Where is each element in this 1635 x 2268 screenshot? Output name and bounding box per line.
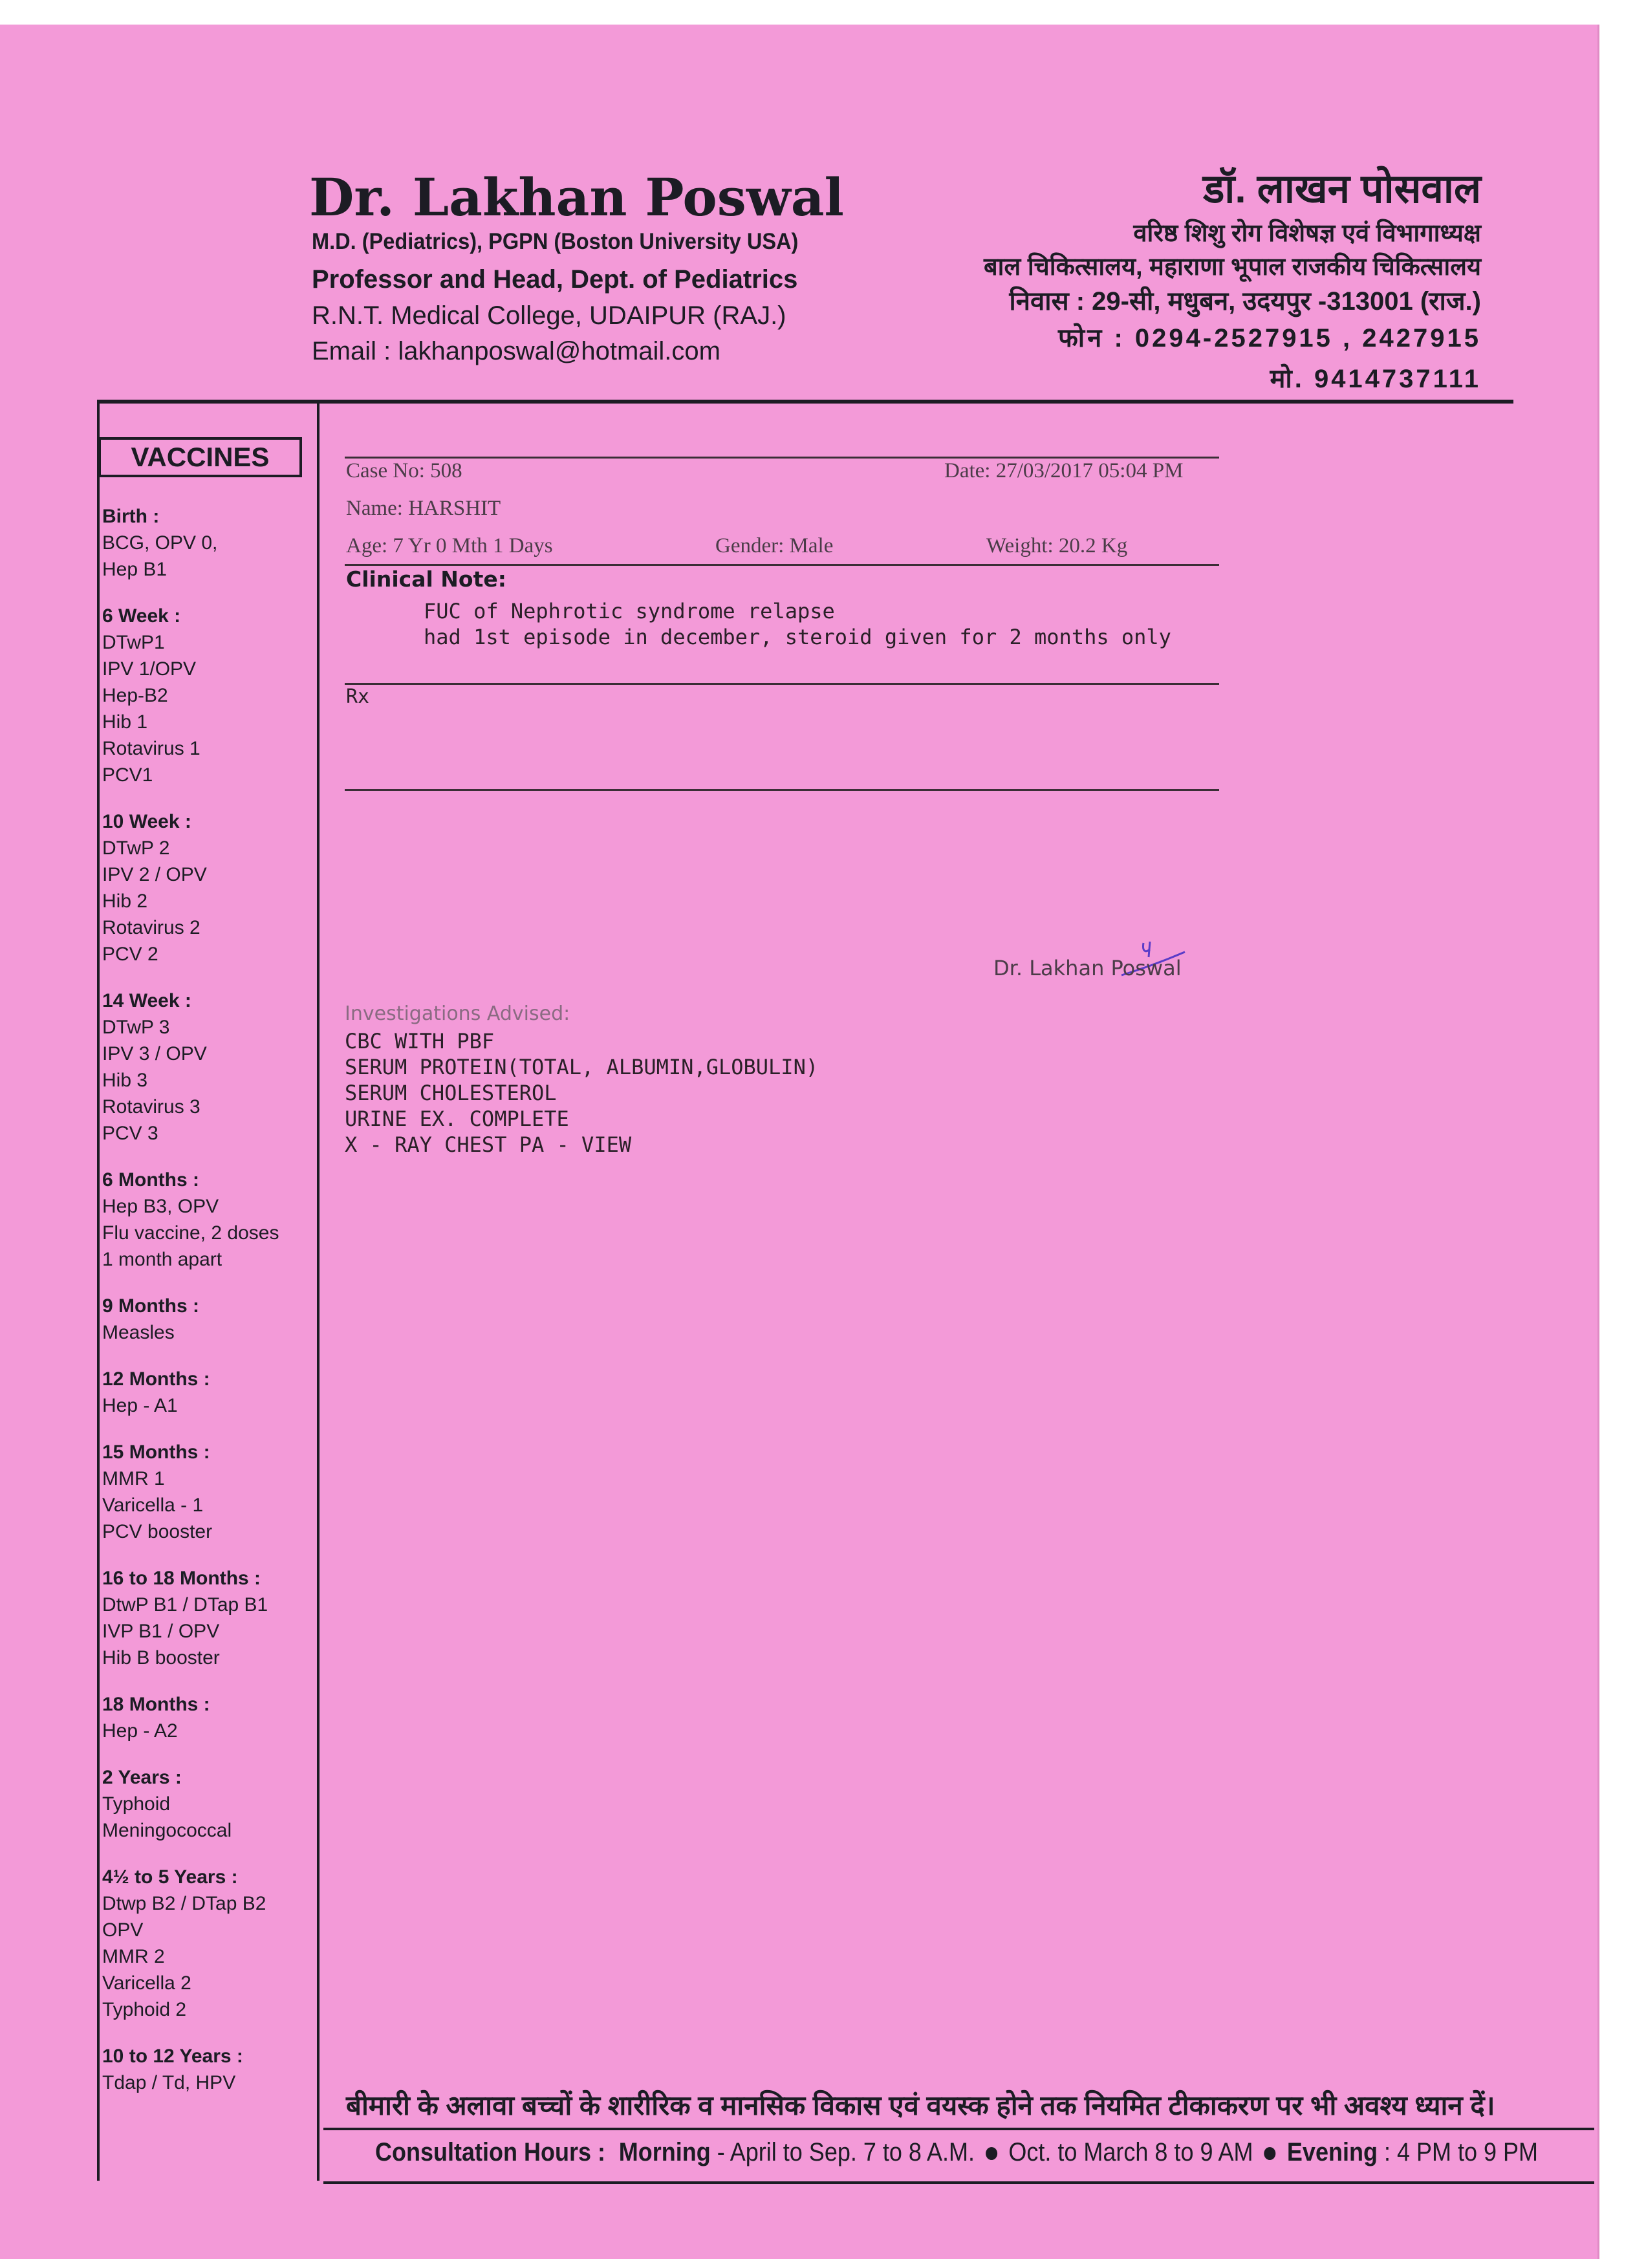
- investigation-item: SERUM PROTEIN(TOTAL, ALBUMIN,GLOBULIN): [345, 1055, 819, 1079]
- vaccine-item: Hib 1: [102, 711, 148, 733]
- vaccine-item: PCV 3: [102, 1123, 158, 1144]
- vaccine-item: Dtwp B2 / DTap B2: [102, 1893, 266, 1914]
- header-divider: [97, 400, 1513, 404]
- vaccine-age-heading: 14 Week :: [102, 990, 191, 1011]
- vaccine-item: Varicella - 1: [102, 1495, 204, 1516]
- patient-weight: Weight: 20.2 Kg: [986, 534, 1128, 557]
- vaccine-age-heading: 15 Months :: [102, 1442, 210, 1463]
- vaccine-item: Typhoid: [102, 1793, 171, 1815]
- rx-bottom-line: [345, 789, 1219, 791]
- vaccine-group: [102, 1565, 316, 1671]
- vaccine-item: Hib 2: [102, 891, 148, 912]
- vaccine-item: Varicella 2: [102, 1972, 191, 1994]
- vaccine-group: [102, 988, 316, 1147]
- vaccine-group: [102, 1439, 316, 1545]
- vaccine-schedule: [102, 503, 316, 2116]
- vaccine-age-heading: 6 Months :: [102, 1169, 199, 1191]
- evening-hours: : 4 PM to 9 PM: [1377, 2138, 1539, 2166]
- vaccine-item: Meningococcal: [102, 1820, 232, 1841]
- patient-name: Name: HARSHIT: [346, 497, 501, 520]
- vaccine-age-heading: 9 Months :: [102, 1295, 199, 1317]
- vaccine-age-heading: 10 Week :: [102, 811, 191, 832]
- vaccines-title: VACCINES: [98, 437, 302, 477]
- consultation-hours: [375, 2138, 1538, 2167]
- bullet-dot: [986, 2147, 997, 2160]
- hindi-phone: फोन : 0294-2527915 , 2427915: [1057, 324, 1481, 352]
- doctor-email: Email : lakhanposwal@hotmail.com: [312, 337, 720, 365]
- doctor-position: Professor and Head, Dept. of Pediatrics: [312, 265, 798, 294]
- vaccine-age-heading: Birth :: [102, 506, 160, 527]
- left-border: [97, 402, 100, 2181]
- evening-label: Evening: [1286, 2138, 1378, 2166]
- hindi-mobile: मो. 9414737111: [1270, 365, 1481, 393]
- vaccine-group: [102, 1167, 316, 1273]
- vaccine-item: Hib 3: [102, 1070, 148, 1091]
- investigation-item: X - RAY CHEST PA - VIEW: [345, 1132, 632, 1157]
- vaccine-item: IPV 1/OPV: [102, 658, 197, 680]
- investigations-label: Investigations Advised:: [345, 1002, 570, 1025]
- hindi-designation: वरिष्ठ शिशु रोग विशेषज्ञ एवं विभागाध्यक्ष: [1133, 220, 1481, 247]
- vaccine-item: Typhoid 2: [102, 1999, 187, 2020]
- vaccine-item: Hep B1: [102, 559, 168, 580]
- vaccine-item: Hep B3, OPV: [102, 1196, 219, 1217]
- vaccine-group: [102, 1366, 316, 1419]
- vaccine-group: [102, 603, 316, 788]
- vaccine-group: [102, 1764, 316, 1844]
- vaccine-item: Rotavirus 2: [102, 917, 200, 938]
- bullet-dot: [1264, 2147, 1276, 2160]
- doctor-name: Dr. Lakhan Poswal: [309, 167, 844, 228]
- vaccine-item: IVP B1 / OPV: [102, 1621, 220, 1642]
- case-top-line: [345, 457, 1219, 459]
- investigation-item: URINE EX. COMPLETE: [345, 1107, 569, 1131]
- investigation-item: SERUM CHOLESTEROL: [345, 1081, 557, 1105]
- case-date: Date: 27/03/2017 05:04 PM: [944, 459, 1184, 482]
- case-number: Case No: 508: [346, 459, 462, 482]
- vaccine-item: DTwP1: [102, 632, 165, 653]
- clinical-note-line: FUC of Nephrotic syndrome relapse: [424, 599, 835, 623]
- vaccine-item: Hib B booster: [102, 1647, 220, 1669]
- investigation-item: CBC WITH PBF: [345, 1029, 495, 1053]
- hindi-hospital: बाल चिकित्सालय, महाराणा भूपाल राजकीय चिकित्सालय: [983, 254, 1481, 281]
- doctor-college: R.N.T. Medical College, UDAIPUR (RAJ.): [312, 301, 786, 330]
- vaccine-age-heading: 16 to 18 Months :: [102, 1568, 261, 1589]
- vaccine-group: [102, 1691, 316, 1744]
- case-info-line: [345, 564, 1219, 566]
- vaccine-item: IPV 3 / OPV: [102, 1043, 207, 1064]
- morning-hours-winter: Oct. to March 8 to 9 AM: [1002, 2138, 1260, 2166]
- hindi-doctor-name: डॉ. लाखन पोसवाल: [1203, 167, 1481, 211]
- vaccine-item: Hep - A1: [102, 1395, 178, 1416]
- hindi-address: निवास : 29-सी, मधुबन, उदयपुर -313001 (राज.): [1009, 287, 1481, 316]
- vaccine-group: [102, 1864, 316, 2023]
- morning-label: Morning: [618, 2138, 711, 2166]
- vaccine-item: DTwP 2: [102, 837, 170, 859]
- clinical-note-line: had 1st episode in december, steroid given for 2 months only: [424, 625, 1171, 649]
- vaccine-age-heading: 2 Years :: [102, 1767, 182, 1788]
- vaccine-item: PCV booster: [102, 1521, 213, 1542]
- vaccine-item: Rotavirus 3: [102, 1096, 200, 1118]
- vaccine-item: OPV: [102, 1919, 144, 1941]
- vaccine-item: DtwP B1 / DTap B1: [102, 1594, 268, 1615]
- vaccine-item: Measles: [102, 1322, 175, 1343]
- morning-hours-summer: - April to Sep. 7 to 8 A.M.: [710, 2138, 981, 2166]
- vaccine-item: PCV 2: [102, 944, 158, 965]
- vaccine-item: Rotavirus 1: [102, 738, 200, 759]
- footer-top-line: [323, 2128, 1594, 2130]
- vaccine-age-heading: 10 to 12 Years :: [102, 2046, 243, 2067]
- prescription-sheet: [0, 25, 1599, 2259]
- rx-label: Rx: [346, 686, 370, 708]
- vaccine-age-heading: 6 Week :: [102, 605, 181, 627]
- vaccine-group: [102, 1293, 316, 1346]
- vaccine-item: MMR 2: [102, 1946, 165, 1967]
- footer-bottom-line: [323, 2181, 1594, 2184]
- vaccine-age-heading: 4½ to 5 Years :: [102, 1866, 238, 1888]
- vaccine-group: [102, 808, 316, 967]
- vaccine-group: [102, 503, 316, 583]
- vaccine-item: Flu vaccine, 2 doses: [102, 1222, 279, 1244]
- vaccine-item: IPV 2 / OPV: [102, 864, 207, 885]
- clinical-note-line-bottom: [345, 683, 1219, 685]
- vaccine-item: MMR 1: [102, 1468, 165, 1489]
- vaccine-item: Hep-B2: [102, 685, 168, 706]
- patient-age: Age: 7 Yr 0 Mth 1 Days: [346, 534, 553, 557]
- vaccine-group: [102, 2043, 316, 2096]
- hours-label: Consultation Hours :: [375, 2138, 605, 2166]
- vaccine-item: PCV1: [102, 764, 153, 786]
- vaccine-item: Hep - A2: [102, 1720, 178, 1742]
- footer-hindi-note: बीमारी के अलावा बच्चों के शारीरिक व मानसिक विकास एवं वयस्क होने तक नियमित टीकाकरण पर भी अवश्य ध्यान दें।: [346, 2090, 1495, 2121]
- doctor-signature: Dr. Lakhan Poswal: [993, 956, 1182, 980]
- vaccine-item: 1 month apart: [102, 1249, 222, 1270]
- patient-gender: Gender: Male: [715, 534, 834, 557]
- vaccine-item: DTwP 3: [102, 1017, 170, 1038]
- clinical-note-label: Clinical Note:: [346, 567, 506, 592]
- vaccine-age-heading: 12 Months :: [102, 1368, 210, 1390]
- doctor-degrees: M.D. (Pediatrics), PGPN (Boston University USA): [312, 229, 799, 254]
- vaccine-item: BCG, OPV 0,: [102, 532, 218, 554]
- sidebar-divider: [317, 402, 319, 2181]
- vaccine-item: Tdap / Td, HPV: [102, 2072, 236, 2093]
- vaccine-age-heading: 18 Months :: [102, 1694, 210, 1715]
